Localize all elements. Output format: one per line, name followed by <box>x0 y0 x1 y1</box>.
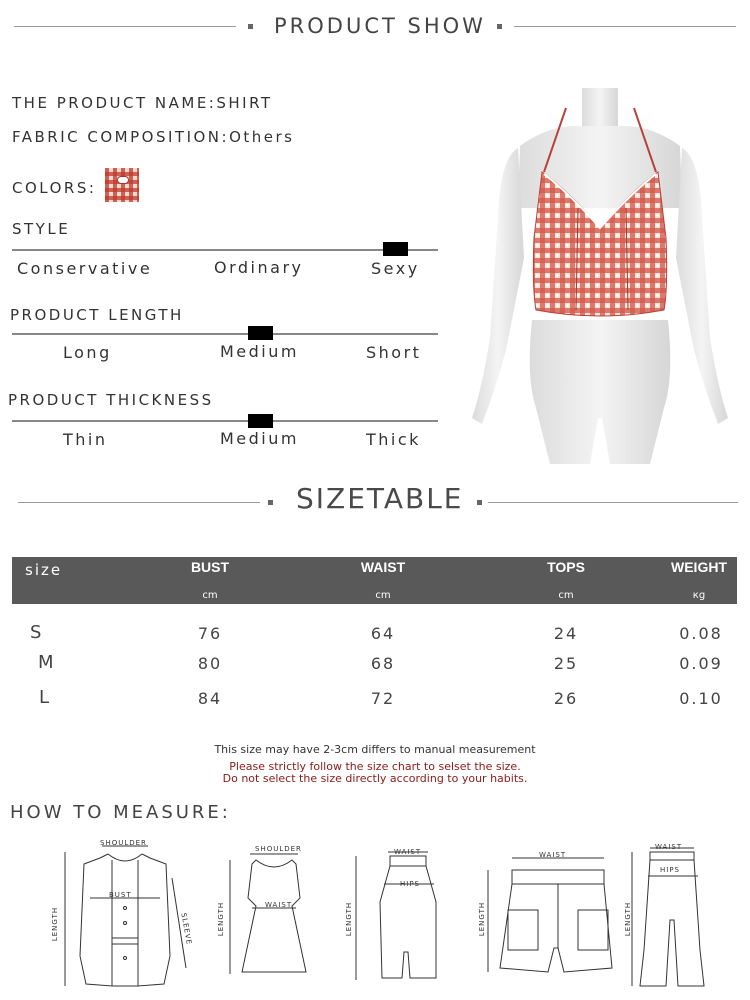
cell-size: L <box>39 687 52 708</box>
col-header-size: size <box>25 561 63 579</box>
dress-length-label: LENGTH <box>217 901 226 937</box>
cell-tops: 24 <box>553 624 579 643</box>
cell-waist: 72 <box>370 689 396 708</box>
length-label: PRODUCT LENGTH <box>10 306 184 324</box>
sizetable-square-right <box>477 500 482 505</box>
measurement-note: This size may have 2-3cm differs to manual measurement <box>214 743 536 756</box>
sizetable-rule-right <box>488 502 738 503</box>
product-name: THE PRODUCT NAME:SHIRT <box>12 94 273 112</box>
thickness-marker <box>248 414 273 428</box>
length-marker <box>248 326 273 340</box>
header-square-right <box>497 24 502 29</box>
skirt-waist-label: WAIST <box>394 848 422 856</box>
length-option-long: Long <box>63 343 112 362</box>
pants-length-label: LENGTH <box>624 901 633 937</box>
cell-bust: 80 <box>197 654 223 673</box>
fabric-composition <box>12 128 294 146</box>
length-option-short: Short <box>366 343 422 362</box>
thickness-option-medium: Medium <box>220 429 299 448</box>
skirt-length-label: LENGTH <box>345 901 354 937</box>
header-square-left <box>248 24 253 29</box>
page-title: PRODUCT SHOW <box>274 14 486 38</box>
sizetable-title: SIZETABLE <box>296 482 464 515</box>
jacket-shoulder-label: SHOULDER <box>100 839 147 847</box>
cell-tops: 25 <box>553 654 579 673</box>
skirt-diagram <box>340 842 450 984</box>
cell-weight: 0.08 <box>679 624 723 643</box>
unit-waist: cm <box>375 590 391 601</box>
cell-bust: 84 <box>197 689 223 708</box>
fabric-value: Others <box>229 128 295 146</box>
color-swatch-red-gingham[interactable] <box>105 168 139 202</box>
cell-waist: 68 <box>370 654 396 673</box>
cell-weight: 0.10 <box>679 689 723 708</box>
header-rule-left <box>14 26 236 27</box>
pants-hips-label: HIPS <box>660 866 680 874</box>
cell-size: S <box>30 622 44 643</box>
fabric-label: FABRIC COMPOSITION: <box>12 128 230 146</box>
header-rule-right <box>514 26 736 27</box>
sizetable-rule-left <box>18 502 260 503</box>
style-option-conservative: Conservative <box>17 259 153 278</box>
colors-label: COLORS: <box>12 179 97 197</box>
thickness-option-thin: Thin <box>63 430 108 449</box>
col-header-waist: WAIST <box>360 559 406 575</box>
how-to-measure-title: HOW TO MEASURE: <box>10 802 231 823</box>
jacket-sleeve-label: SLEEVE <box>179 912 193 946</box>
style-label: STYLE <box>12 220 71 238</box>
style-scale-line <box>12 249 438 251</box>
cell-weight: 0.09 <box>679 654 723 673</box>
pants-diagram <box>620 840 730 990</box>
thickness-scale-line <box>12 420 438 422</box>
product-photo <box>460 88 740 468</box>
shorts-diagram <box>478 848 618 976</box>
style-option-ordinary: Ordinary <box>214 258 304 277</box>
shorts-length-label: LENGTH <box>478 901 487 937</box>
sizetable-square-left <box>268 500 273 505</box>
unit-bust: cm <box>202 590 218 601</box>
style-option-sexy: Sexy <box>371 259 420 278</box>
jacket-length-label: LENGTH <box>51 906 60 942</box>
pants-waist-label: WAIST <box>655 843 683 851</box>
jacket-diagram <box>50 838 200 990</box>
style-marker <box>383 242 408 256</box>
swatch-flower-icon <box>117 176 129 184</box>
unit-tops: cm <box>558 590 574 601</box>
thickness-option-thick: Thick <box>366 430 421 449</box>
thickness-label: PRODUCT THICKNESS <box>8 391 214 409</box>
col-header-tops: TOPS <box>547 559 585 575</box>
length-scale-line <box>12 333 438 335</box>
unit-weight: кg <box>692 590 706 601</box>
cell-waist: 64 <box>370 624 396 643</box>
dress-shoulder-label: SHOULDER <box>255 845 302 853</box>
jacket-bust-label: BUST <box>109 891 132 899</box>
shorts-waist-label: WAIST <box>539 851 567 859</box>
cell-bust: 76 <box>197 624 223 643</box>
dress-waist-label: WAIST <box>265 901 293 909</box>
cell-size: M <box>38 652 56 673</box>
col-header-weight: WEIGHT <box>671 559 727 575</box>
size-warning-2: Do not select the size directly according to your habits. <box>222 772 528 785</box>
skirt-hips-label: HIPS <box>400 880 420 888</box>
col-header-bust: BUST <box>190 559 230 575</box>
length-option-medium: Medium <box>220 342 299 361</box>
cell-tops: 26 <box>553 689 579 708</box>
size-warning-1: Please strictly follow the size chart to selset the size. <box>229 760 521 773</box>
